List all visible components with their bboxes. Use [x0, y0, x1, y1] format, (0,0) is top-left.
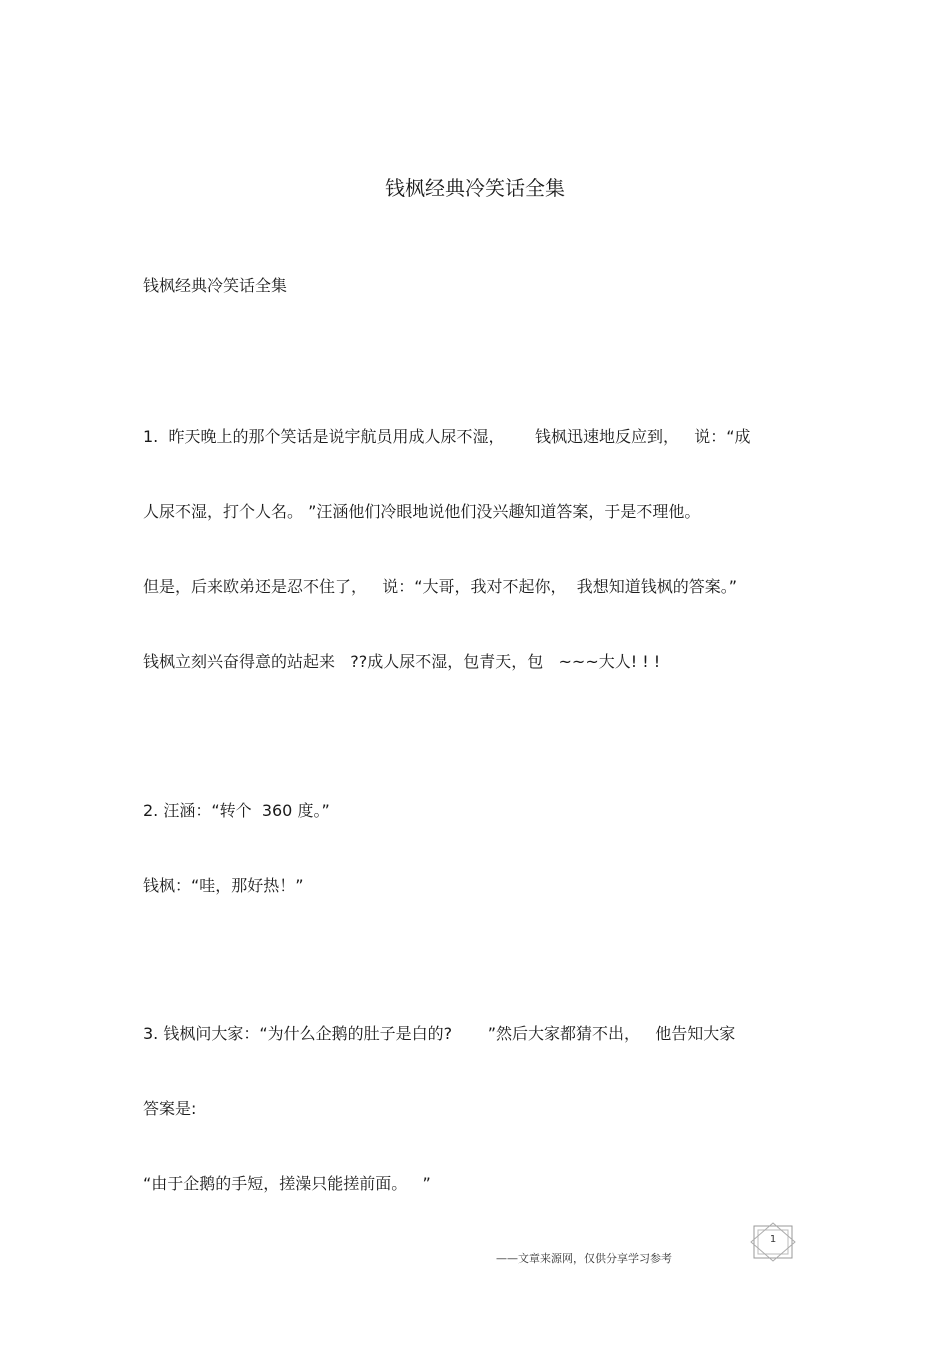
paragraph-line: 钱枫：“哇，那好热！”	[143, 876, 304, 895]
subtitle: 钱枫经典冷笑话全集	[143, 276, 288, 295]
paragraph-line: 答案是:	[143, 1099, 197, 1118]
paragraph-line: 1. 昨天晚上的那个笑话是说宇航员用成人尿不湿， 钱枫迅速地反应到， 说：“成	[143, 427, 751, 446]
paragraph-line: 2. 汪涵：“转个 360 度。”	[143, 801, 330, 820]
page-number-stamp	[750, 1222, 796, 1262]
footer-text: ——文章来源网，仅供分享学习参考	[496, 1252, 672, 1265]
paragraph-line: 钱枫立刻兴奋得意的站起来 ??成人尿不湿，包青天，包 ~~~大人! ! !	[143, 652, 661, 671]
page-number: 1	[769, 1234, 777, 1245]
paragraph-line: “由于企鹅的手短，搓澡只能搓前面。 ”	[143, 1174, 431, 1193]
paragraph-line: 但是，后来欧弟还是忍不住了， 说：“大哥，我对不起你， 我想知道钱枫的答案。”	[143, 577, 738, 596]
paragraph-line: 3. 钱枫问大家：“为什么企鹅的肚子是白的? ”然后大家都猜不出， 他告知大家	[143, 1024, 736, 1043]
paragraph-line: 人尿不湿，打个人名。 ”汪涵他们冷眼地说他们没兴趣知道答案，于是不理他。	[143, 502, 701, 521]
document-title: 钱枫经典冷笑话全集	[385, 176, 565, 200]
